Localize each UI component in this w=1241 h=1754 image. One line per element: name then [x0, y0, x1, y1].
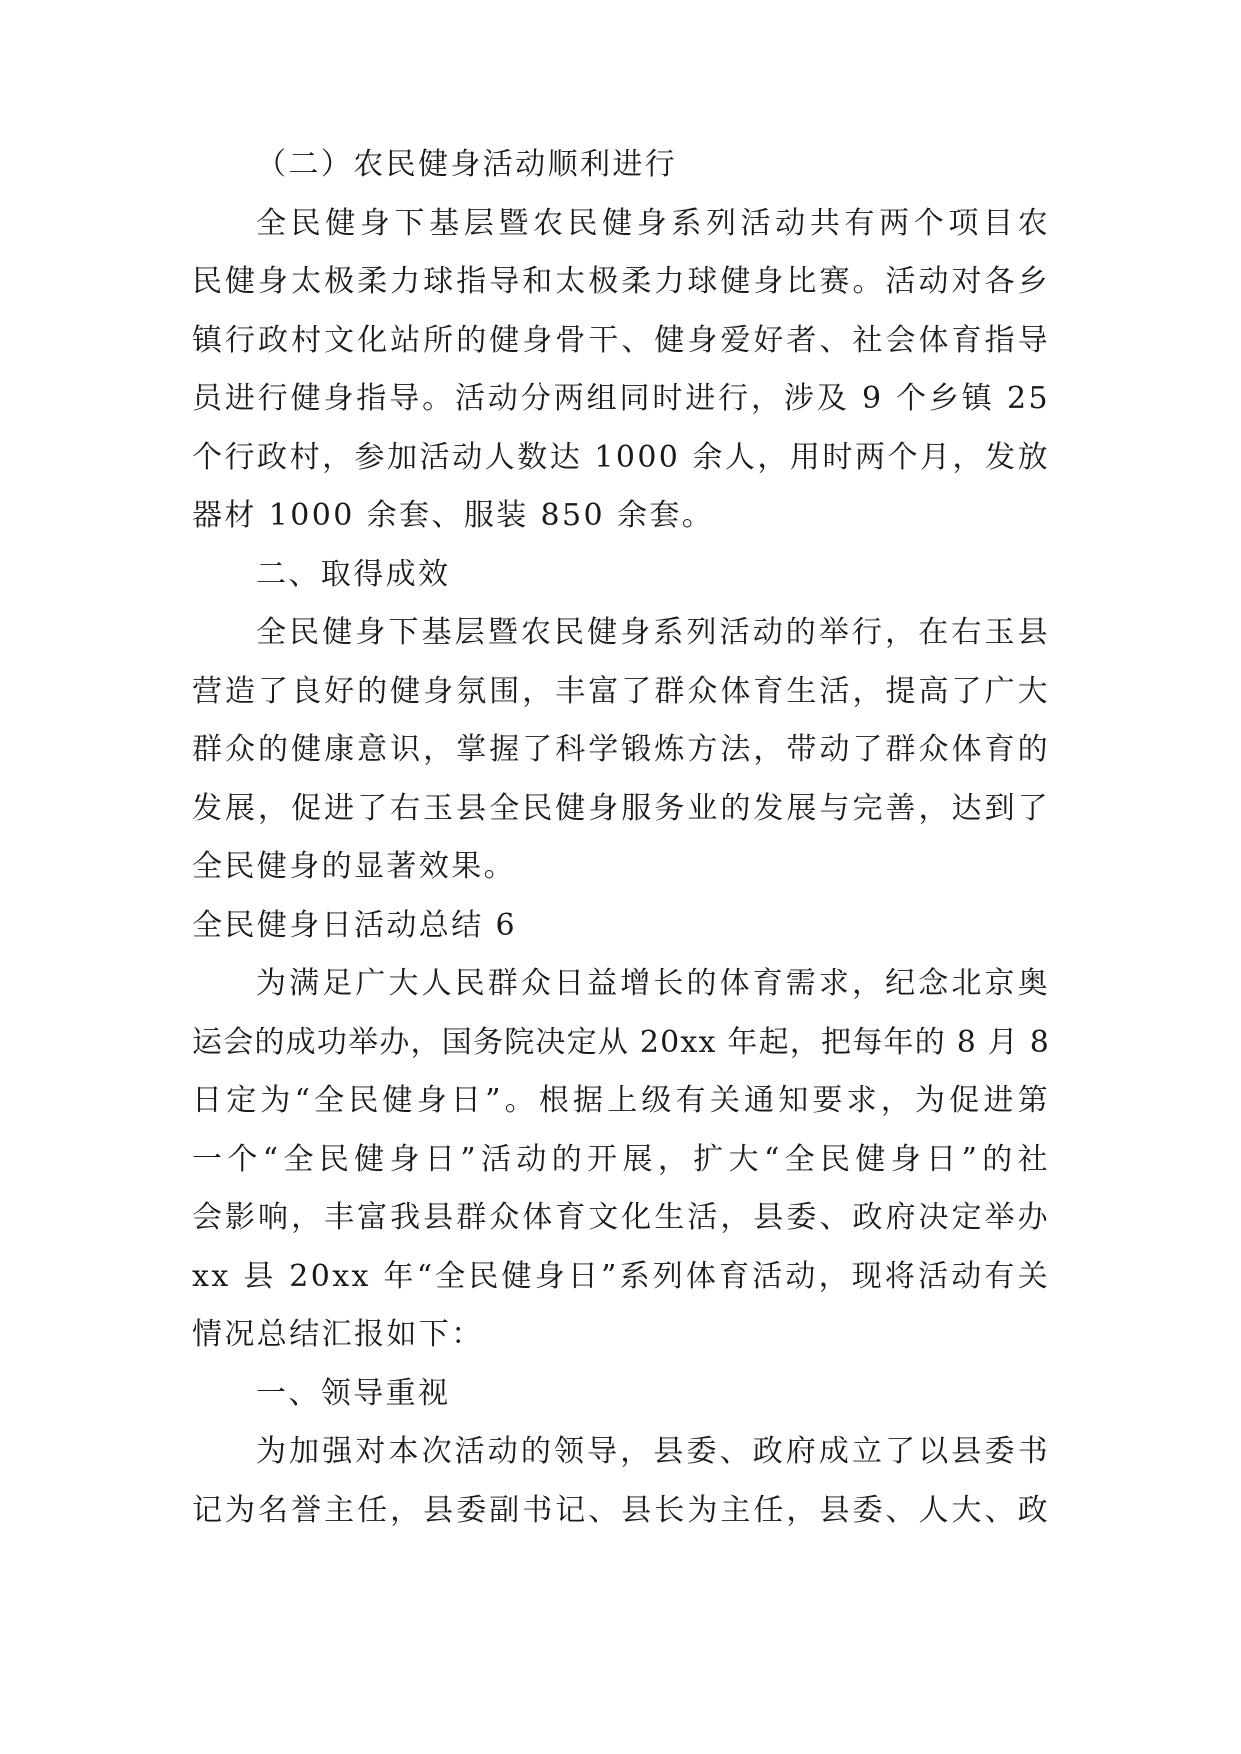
text-line: 器材 1000 余套、服装 850 余套。	[192, 498, 715, 533]
text-line: 全民健身下基层暨农民健身系列活动共有两个项目农	[256, 205, 1050, 241]
text-line: 为满足广大人民群众日益增长的体育需求，纪念北京奥	[256, 966, 1050, 1001]
text-line: 全民健身日活动总结 6	[192, 907, 518, 943]
text-line: 会影响，丰富我县群众体育文化生活，县委、政府决定举办	[192, 1200, 1050, 1235]
text-line: 群众的健康意识，掌握了科学锻炼方法，带动了群众体育的	[192, 732, 1050, 767]
text-line: 二、取得成效	[256, 556, 451, 592]
text-line: 全民健身的显著效果。	[192, 849, 516, 884]
text-line: 一、领导重视	[256, 1375, 451, 1411]
text-line: 为加强对本次活动的领导，县委、政府成立了以县委书	[256, 1434, 1050, 1469]
text-line: （二）农民健身活动顺利进行	[256, 147, 678, 182]
text-line: 一个“全民健身日”活动的开展，扩大“全民健身日”的社	[192, 1141, 1050, 1177]
text-line: 运会的成功举办，国务院决定从 20xx 年起，把每年的 8 月 8	[192, 1024, 1050, 1060]
document-body	[192, 136, 1050, 1540]
text-line: 员进行健身指导。活动分两组同时进行，涉及 9 个乡镇 25	[192, 381, 1050, 416]
text-line: 镇行政村文化站所的健身骨干、健身爱好者、社会体育指导	[192, 322, 1050, 358]
text-line: 情况总结汇报如下：	[192, 1317, 484, 1352]
text-line: xx 县 20xx 年“全民健身日”系列体育活动，现将活动有关	[192, 1258, 1050, 1294]
text-line: 营造了良好的健身氛围，丰富了群众体育生活，提高了广大	[192, 673, 1050, 709]
text-line: 个行政村，参加活动人数达 1000 余人，用时两个月，发放	[192, 439, 1050, 475]
text-line: 发展，促进了右玉县全民健身服务业的发展与完善，达到了	[192, 790, 1050, 826]
text-line: 民健身太极柔力球指导和太极柔力球健身比赛。活动对各乡	[192, 264, 1050, 299]
text-line: 日定为“全民健身日”。根据上级有关通知要求，为促进第	[192, 1083, 1050, 1118]
text-line: 记为名誉主任，县委副书记、县长为主任，县委、人大、政	[192, 1492, 1050, 1528]
text-line: 全民健身下基层暨农民健身系列活动的举行，在右玉县	[256, 615, 1050, 650]
